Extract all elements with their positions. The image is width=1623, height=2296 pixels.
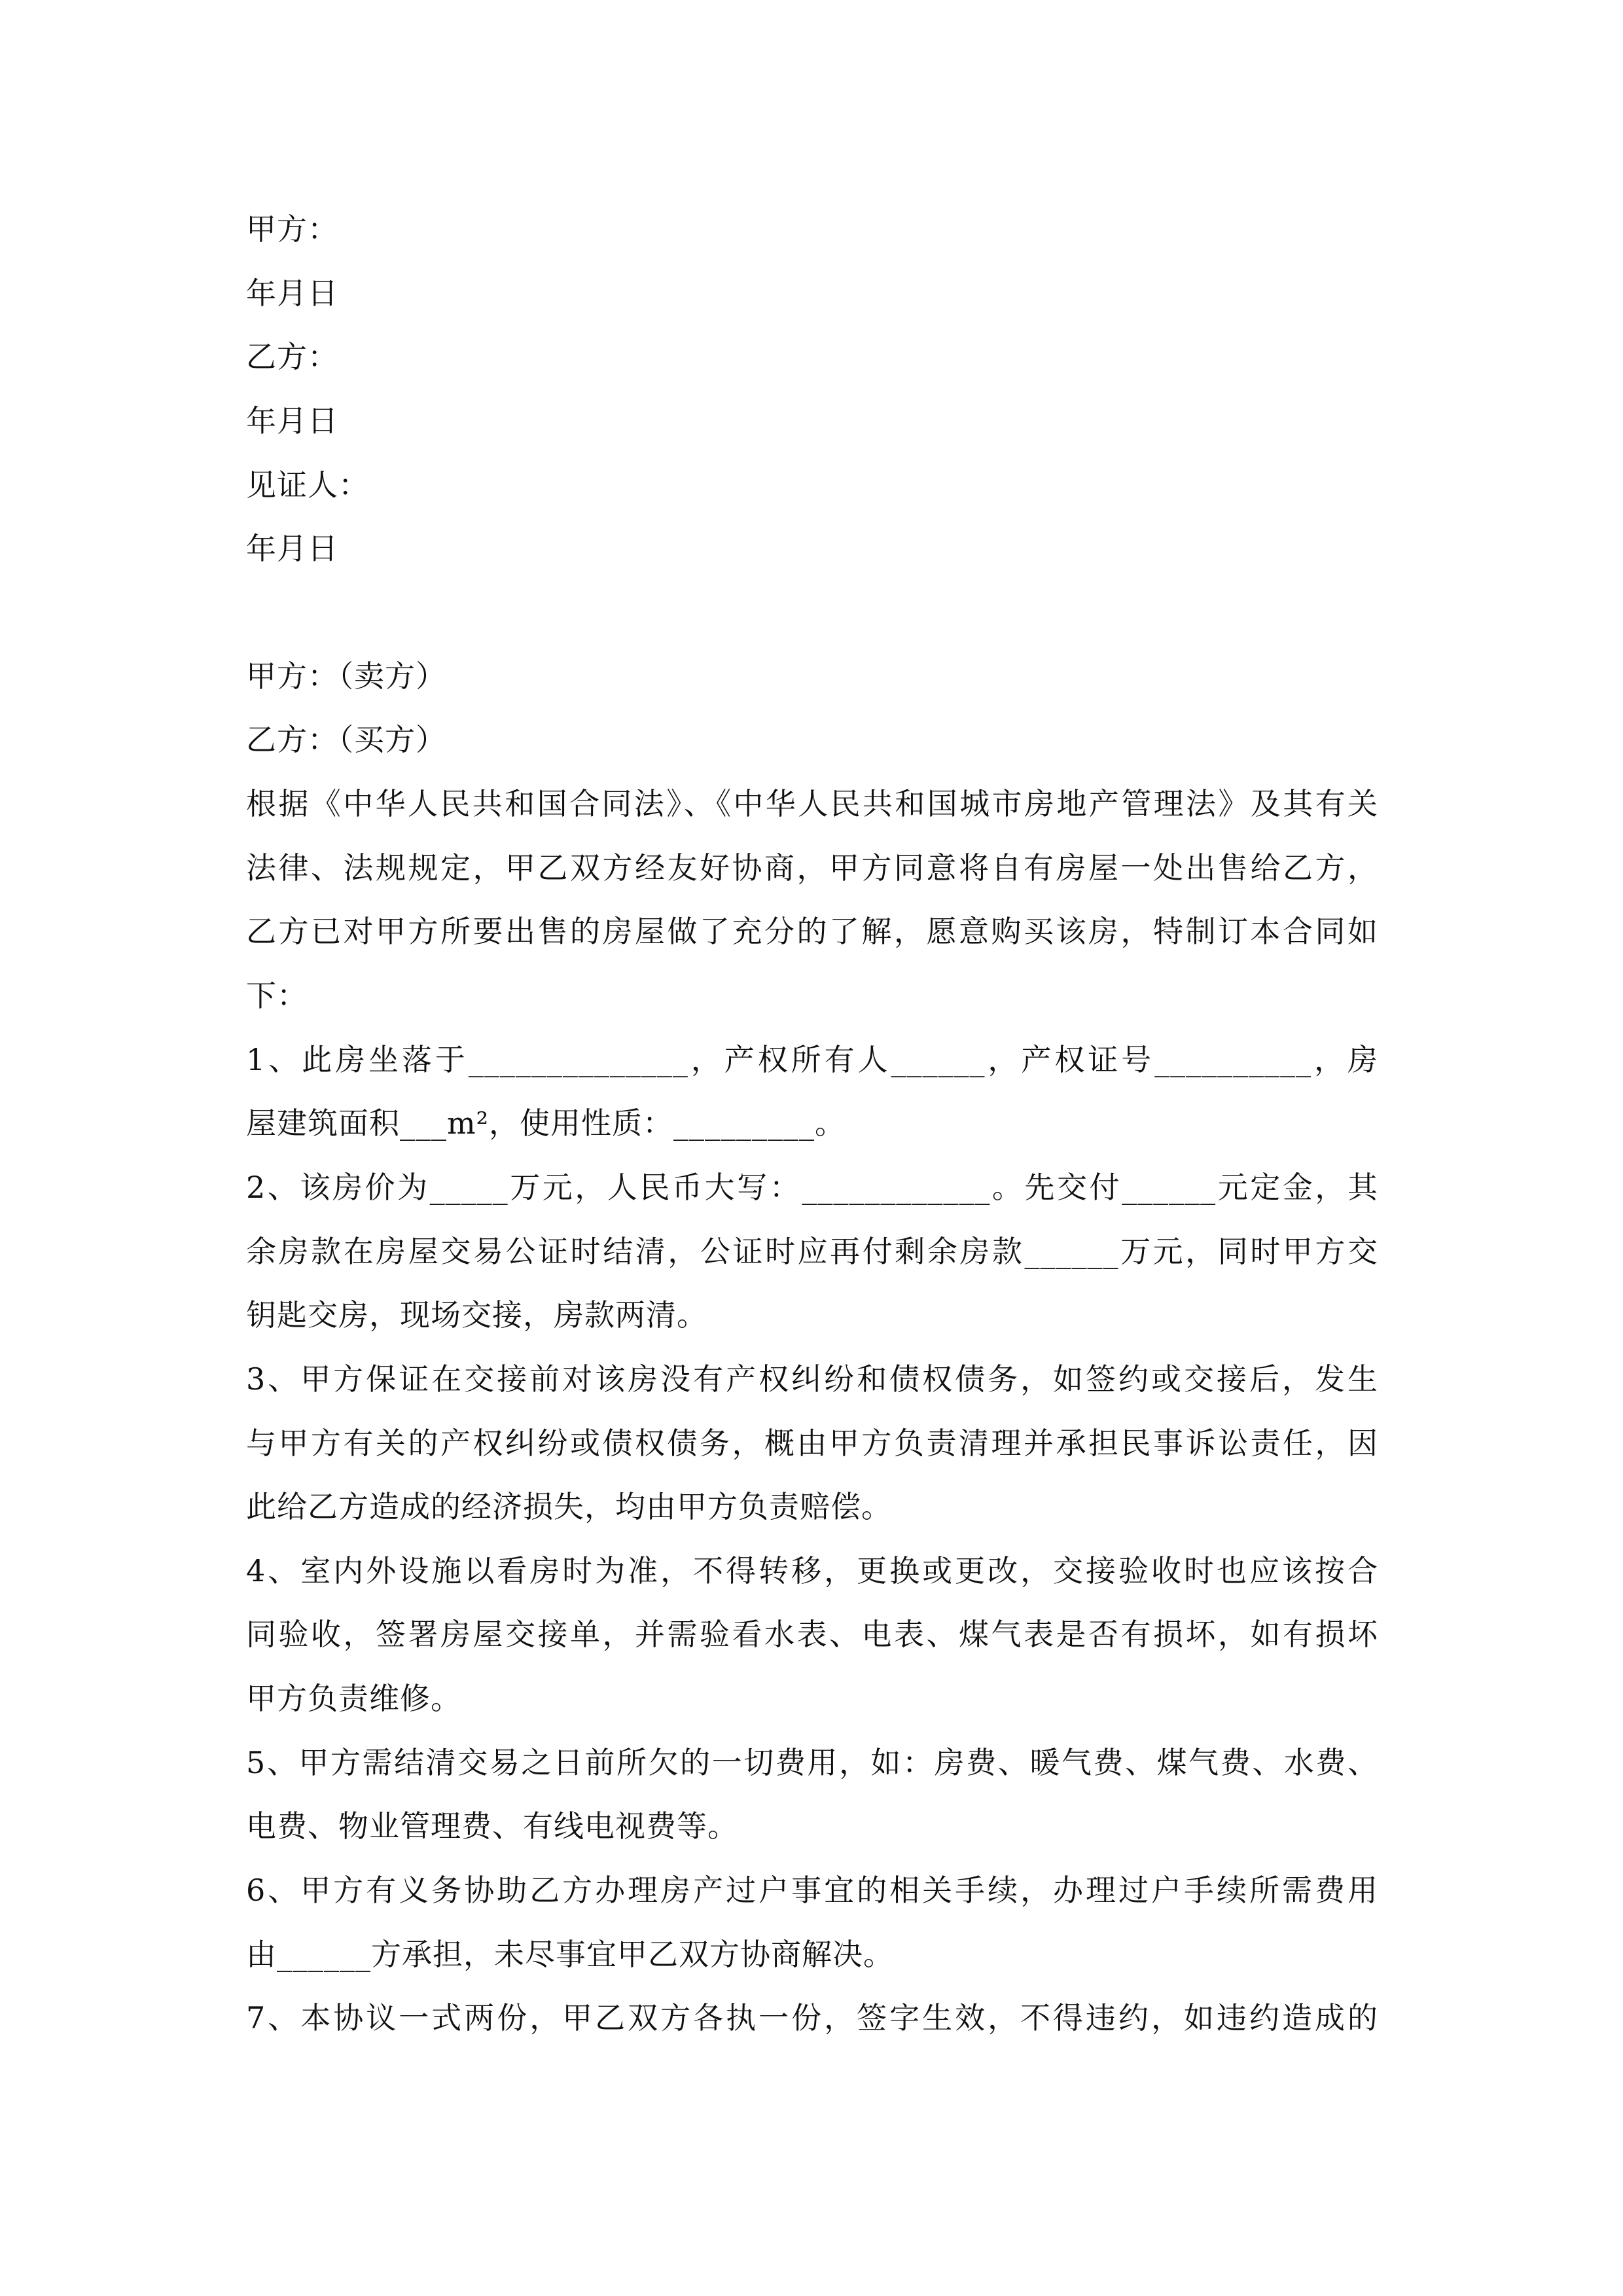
clause-6-line: 6、甲方有义务协助乙方办理房产过户事宜的相关手续，办理过户手续所需费用: [246, 1873, 1378, 1908]
signature-party-a-date: 年月日: [246, 276, 338, 311]
clause-6-line: 由______方承担，未尽事宜甲乙双方协商解决。: [246, 1937, 894, 1972]
contract-line: 法律、法规规定，甲乙双方经友好协商，甲方同意将自有房屋一处出售给乙方，: [246, 850, 1378, 886]
signature-witness-date: 年月日: [246, 531, 338, 566]
clause-1-line: 1、此房坐落于______________，产权所有人______，产权证号__________，房: [246, 1042, 1378, 1077]
signature-party-b-label: 乙方：: [246, 339, 338, 374]
clause-4-line: 同验收，签署房屋交接单，并需验看水表、电表、煤气表是否有损坏，如有损坏: [246, 1617, 1378, 1652]
signature-party-b-date: 年月日: [246, 403, 338, 439]
signature-party-a-label: 甲方：: [246, 211, 338, 247]
contract-line: 下：: [246, 978, 308, 1013]
clause-4-line: 甲方负责维修。: [246, 1681, 461, 1716]
contract-party-b: 乙方：（买方）: [246, 722, 446, 757]
clause-7-line: 7、本协议一式两份，甲乙双方各执一份，签字生效，不得违约，如违约造成的: [246, 2000, 1378, 2036]
clause-3-line: 此给乙方造成的经济损失，均由甲方负责赔偿。: [246, 1489, 892, 1524]
clause-5-line: 电费、物业管理费、有线电视费等。: [246, 1808, 738, 1844]
clause-3-line: 3、甲方保证在交接前对该房没有产权纠纷和债权债务，如签约或交接后，发生: [246, 1361, 1378, 1397]
contract-line: 根据《中华人民共和国合同法》、《中华人民共和国城市房地产管理法》及其有关: [246, 786, 1378, 821]
contract-party-a: 甲方：（卖方）: [246, 658, 446, 694]
clause-1-line: 屋建筑面积___m²，使用性质：_________。: [246, 1105, 846, 1141]
contract-line: 乙方已对甲方所要出售的房屋做了充分的了解，愿意购买该房，特制订本合同如: [246, 914, 1378, 949]
clause-3-line: 与甲方有关的产权纠纷或债权债务，概由甲方负责清理并承担民事诉讼责任，因: [246, 1426, 1378, 1461]
clause-2-line: 2、该房价为_____万元，人民币大写：____________。先交付______元定金，其: [246, 1170, 1378, 1205]
clause-2-line: 余房款在房屋交易公证时结清，公证时应再付剩余房款______万元，同时甲方交: [246, 1234, 1378, 1269]
signature-witness-label: 见证人：: [246, 467, 369, 503]
clause-2-line: 钥匙交房，现场交接，房款两清。: [246, 1297, 707, 1333]
clause-5-line: 5、甲方需结清交易之日前所欠的一切费用，如：房费、暖气费、煤气费、水费、: [246, 1745, 1378, 1780]
clause-4-line: 4、室内外设施以看房时为准，不得转移，更换或更改，交接验收时也应该按合: [246, 1553, 1378, 1588]
